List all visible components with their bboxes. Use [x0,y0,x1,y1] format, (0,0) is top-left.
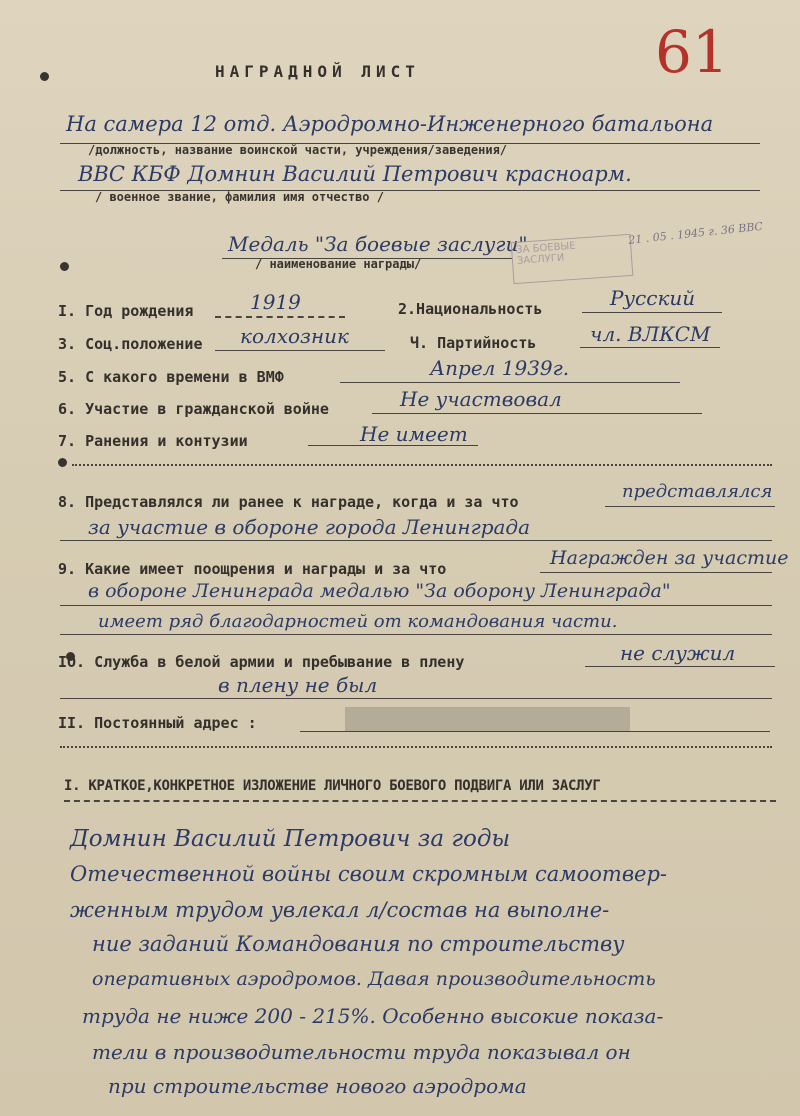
field-party-line [580,347,720,348]
field-birth-year-line [215,316,345,318]
field-social-value: колхозник [240,324,349,348]
field-address-label: II. Постоянный адрес : [58,714,257,732]
field-prev-award-line-1 [605,506,775,507]
field-white-army-value-1: не служил [620,641,736,665]
narrative-line-1: Домнин Василий Петрович за годы [70,826,511,852]
field-incentives-line-1 [540,572,772,573]
field-incentives-value-1: Награжден за участие [550,547,789,569]
award-caption: / наименование награды/ [255,257,422,271]
field-party-label: Ч. Партийность [410,334,537,352]
field-service-since-value: Апрел 1939г. [430,356,570,380]
field-wounds-line [308,445,478,446]
field-nationality-line [582,312,722,313]
field-social-line [215,350,385,351]
punch-hole-3 [58,458,67,467]
narrative-line-2: Отечественной войны своим скромным самоотвер- [70,862,668,886]
name-value: ВВС КБФ Домнин Василий Петрович красноарм. [78,162,632,186]
section-heading-underline [64,800,776,802]
field-birth-year-label: I. Год рождения [58,302,194,320]
field-service-since-label: 5. С какого времени в ВМФ [58,368,284,386]
address-dotted [60,746,772,748]
narrative-line-5: оперативных аэродромов. Давая производительность [92,968,656,990]
field-incentives-line-2 [60,605,772,606]
field-incentives-value-3: имеет ряд благодарностей от командования части. [98,611,618,632]
address-redaction [345,707,630,731]
field-wounds-dotted [72,464,772,466]
field-incentives-label: 9. Какие имеет поощрения и награды и за что [58,560,447,578]
field-social-label: 3. Соц.положение [58,335,203,353]
field-prev-award-line-2 [60,540,772,541]
position-caption: /должность, название воинской части, учреждения/заведения/ [88,143,508,157]
field-white-army-label: IO. Служба в белой армии и пребывание в плену [58,653,465,671]
position-value: На самера 12 отд. Аэродромно-Инженерного батальона [66,112,714,136]
field-service-since-line [340,382,680,383]
punch-hole-1 [40,72,49,81]
field-civil-war-label: 6. Участие в гражданской войне [58,400,329,418]
narrative-line-8: при строительстве нового аэродрома [108,1074,527,1098]
field-white-army-value-2: в плену не был [218,673,378,697]
field-wounds-value: Не имеет [360,422,468,446]
narrative-line-7: тели в производительности труда показывал он [92,1040,631,1064]
field-nationality-label: 2.Национальность [398,300,543,318]
field-white-army-line-2 [60,698,772,699]
narrative-line-4: ние заданий Командования по строительству [92,932,625,956]
field-white-army-line-1 [585,666,775,667]
field-prev-award-value-2: за участие в обороне города Ленинграда [88,515,531,539]
field-birth-year-value: 1919 [250,290,301,314]
narrative-line-6: труда не ниже 200 - 215%. Особенно высокие показа- [82,1004,664,1028]
field-prev-award-label: 8. Представлялся ли ранее к награде, когда и за что [58,493,519,511]
field-civil-war-line [372,413,702,414]
award-stamp: ЗА БОЕВЫЕ ЗАСЛУГИ [511,234,634,284]
field-address-line [300,731,770,732]
field-incentives-line-3 [60,634,772,635]
page-number: 61 [655,18,729,86]
stamp-note: 21 . 05 . 1945 г. 36 ВВС [627,219,764,247]
field-wounds-label: 7. Ранения и контузии [58,432,248,450]
field-party-value: чл. ВЛКСМ [590,322,711,346]
narrative-line-3: женным трудом увлекал л/состав на выполне- [70,898,610,922]
field-prev-award-value-1: представлялся [622,481,773,502]
section-heading: I. КРАТКОЕ,КОНКРЕТНОЕ ИЗЛОЖЕНИЕ ЛИЧНОГО БОЕВОГО ПОДВИГА ИЛИ ЗАСЛУГ [64,778,601,794]
name-caption: / военное звание, фамилия имя отчество / [95,190,384,204]
field-civil-war-value: Не участвовал [400,387,562,411]
document-title: НАГРАДНОЙ ЛИСТ [215,62,420,81]
award-value: Медаль "За боевые заслуги" [228,232,528,256]
punch-hole-2 [60,262,69,271]
field-nationality-value: Русский [610,286,696,310]
field-incentives-value-2: в обороне Ленинграда медалью "За оборону Ленинграда" [88,580,671,602]
